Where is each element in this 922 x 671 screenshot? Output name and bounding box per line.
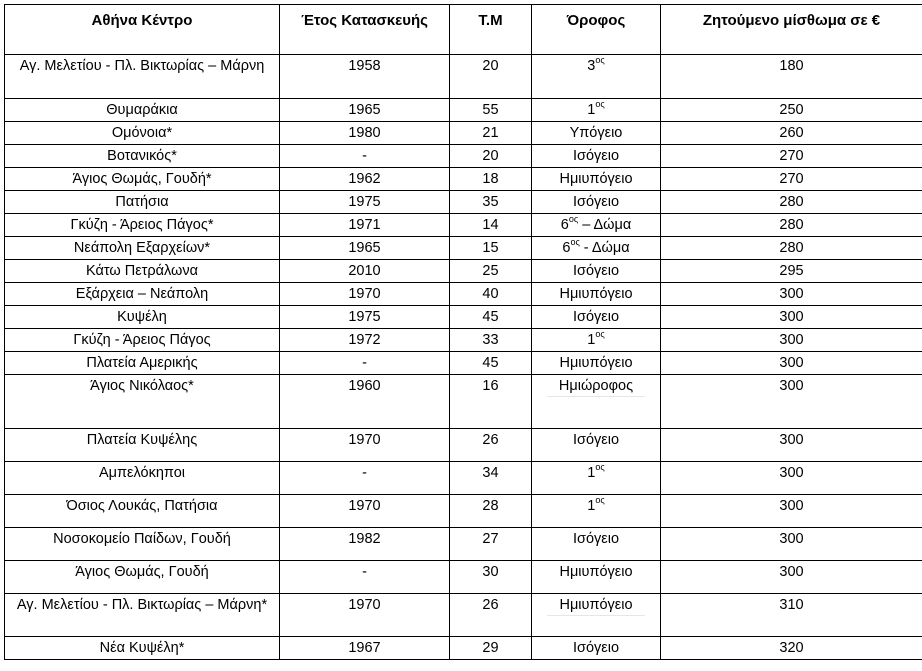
cell-area: Νέα Κυψέλη* — [5, 637, 280, 660]
cell-floor — [532, 375, 661, 429]
table-row — [5, 283, 922, 306]
table-row — [5, 145, 922, 168]
cell-area: Άγιος Θωμάς, Γουδή — [5, 561, 280, 594]
cell-area: Εξάρχεια – Νεάπολη — [5, 283, 280, 306]
cell-floor — [532, 122, 661, 145]
cell-area: Αγ. Μελετίου - Πλ. Βικτωρίας – Μάρνη* — [5, 594, 280, 637]
table-row — [5, 637, 922, 660]
cell-sqm: 27 — [450, 528, 532, 561]
cell-area: Γκύζη - Άρειος Πάγος* — [5, 214, 280, 237]
cell-area: Άγιος Νικόλαος* — [5, 375, 280, 429]
cell-floor — [532, 594, 661, 637]
floor-extra: – Δώμα — [578, 217, 632, 233]
header-rent: Ζητούμενο μίσθωμα σε € — [661, 5, 922, 55]
floor-value — [573, 308, 619, 327]
floor-text: Ημιυπόγειο — [559, 355, 633, 371]
floor-value — [573, 262, 619, 281]
cell-year: 1960 — [280, 375, 450, 429]
cell-sqm: 40 — [450, 283, 532, 306]
cell-year: 1970 — [280, 283, 450, 306]
cell-area: Νοσοκομείο Παίδων, Γουδή — [5, 528, 280, 561]
cell-rent: 280 — [661, 237, 922, 260]
cell-year: 1971 — [280, 214, 450, 237]
header-floor: Όροφος — [532, 5, 661, 55]
floor-value — [561, 216, 632, 235]
cell-floor — [532, 561, 661, 594]
table-row — [5, 260, 922, 283]
table-row — [5, 495, 922, 528]
table-row — [5, 462, 922, 495]
table-row — [5, 528, 922, 561]
floor-value — [570, 124, 623, 143]
cell-year: 1972 — [280, 329, 450, 352]
floor-ordinal-suffix: ος — [568, 214, 579, 225]
floor-value — [573, 431, 619, 450]
cell-floor — [532, 214, 661, 237]
floor-text: Ισόγειο — [572, 531, 620, 547]
cell-sqm: 25 — [450, 260, 532, 283]
cell-sqm: 26 — [450, 594, 532, 637]
cell-sqm: 18 — [450, 168, 532, 191]
cell-floor — [532, 145, 661, 168]
cell-year: 1970 — [280, 495, 450, 528]
floor-text: 1 — [587, 102, 596, 118]
floor-text: Ημιυπόγειο — [559, 286, 633, 302]
cell-rent: 300 — [661, 462, 922, 495]
cell-floor — [532, 55, 661, 99]
table-row — [5, 329, 922, 352]
floor-text: Ημιυπόγειο — [559, 171, 633, 187]
cell-rent: 320 — [661, 637, 922, 660]
cell-year: 1962 — [280, 168, 450, 191]
cell-rent: 300 — [661, 528, 922, 561]
header-sqm: Τ.Μ — [450, 5, 532, 55]
cell-floor — [532, 99, 661, 122]
cell-sqm: 16 — [450, 375, 532, 429]
cell-year: - — [280, 352, 450, 375]
cell-sqm: 28 — [450, 495, 532, 528]
cell-sqm: 30 — [450, 561, 532, 594]
floor-ordinal-suffix: ος — [570, 237, 580, 248]
faint-divider — [547, 615, 644, 616]
cell-floor — [532, 637, 661, 660]
floor-text: 3 — [587, 58, 596, 74]
table-row — [5, 99, 922, 122]
floor-text: 1 — [587, 498, 596, 514]
floor-text: Ισόγειο — [572, 640, 620, 656]
floor-ordinal-suffix: ος — [595, 495, 605, 506]
floor-value — [573, 193, 619, 212]
cell-rent: 300 — [661, 495, 922, 528]
cell-floor — [532, 528, 661, 561]
floor-value — [559, 563, 632, 582]
cell-rent: 180 — [661, 55, 922, 99]
floor-text: Υπόγειο — [569, 125, 623, 141]
cell-year: 1967 — [280, 637, 450, 660]
header-row — [5, 5, 922, 55]
cell-floor — [532, 191, 661, 214]
table-row — [5, 237, 922, 260]
cell-area: Αγ. Μελετίου - Πλ. Βικτωρίας – Μάρνη — [5, 55, 280, 99]
floor-text: 6 — [562, 240, 571, 256]
cell-sqm: 21 — [450, 122, 532, 145]
cell-sqm: 29 — [450, 637, 532, 660]
cell-area: Κυψέλη — [5, 306, 280, 329]
floor-text: Ημιώροφος — [558, 378, 634, 394]
floor-ordinal-suffix: ος — [595, 55, 605, 66]
floor-value — [587, 331, 604, 350]
cell-floor — [532, 495, 661, 528]
table-row — [5, 375, 922, 429]
cell-rent: 300 — [661, 352, 922, 375]
cell-rent: 280 — [661, 191, 922, 214]
cell-sqm: 55 — [450, 99, 532, 122]
cell-sqm: 35 — [450, 191, 532, 214]
cell-year: 1958 — [280, 55, 450, 99]
floor-value — [587, 57, 604, 76]
floor-value — [587, 464, 604, 483]
cell-area: Όσιος Λουκάς, Πατήσια — [5, 495, 280, 528]
cell-rent: 270 — [661, 145, 922, 168]
cell-year: - — [280, 462, 450, 495]
floor-text: Ημιυπόγειο — [559, 564, 633, 580]
cell-floor — [532, 283, 661, 306]
cell-year: 2010 — [280, 260, 450, 283]
cell-sqm: 45 — [450, 306, 532, 329]
cell-sqm: 33 — [450, 329, 532, 352]
cell-rent: 300 — [661, 561, 922, 594]
table-row — [5, 191, 922, 214]
table-row — [5, 306, 922, 329]
table-row — [5, 429, 922, 462]
cell-area: Νεάπολη Εξαρχείων* — [5, 237, 280, 260]
cell-area: Γκύζη - Άρειος Πάγος — [5, 329, 280, 352]
floor-value — [587, 101, 604, 120]
table-row — [5, 594, 922, 637]
floor-text: 1 — [587, 332, 596, 348]
cell-area: Βοτανικός* — [5, 145, 280, 168]
floor-ordinal-suffix: ος — [595, 329, 605, 340]
cell-area: Αμπελόκηποι — [5, 462, 280, 495]
table-row — [5, 352, 922, 375]
floor-value — [559, 377, 633, 397]
header-year: Έτος Κατασκευής — [280, 5, 450, 55]
cell-floor — [532, 306, 661, 329]
cell-floor — [532, 260, 661, 283]
cell-year: 1975 — [280, 306, 450, 329]
cell-rent: 250 — [661, 99, 922, 122]
cell-floor — [532, 329, 661, 352]
floor-value — [559, 354, 632, 373]
cell-floor — [532, 462, 661, 495]
cell-floor — [532, 429, 661, 462]
floor-ordinal-suffix: ος — [595, 99, 605, 110]
cell-rent: 300 — [661, 329, 922, 352]
cell-area: Ομόνοια* — [5, 122, 280, 145]
floor-value — [573, 530, 619, 549]
cell-sqm: 14 — [450, 214, 532, 237]
floor-text: Ισόγειο — [572, 148, 620, 164]
cell-area: Άγιος Θωμάς, Γουδή* — [5, 168, 280, 191]
cell-rent: 300 — [661, 429, 922, 462]
cell-floor — [532, 168, 661, 191]
cell-sqm: 20 — [450, 145, 532, 168]
cell-year: 1980 — [280, 122, 450, 145]
floor-value — [559, 285, 632, 304]
table-row — [5, 55, 922, 99]
faint-divider — [547, 396, 645, 397]
cell-sqm: 26 — [450, 429, 532, 462]
cell-year: 1965 — [280, 237, 450, 260]
floor-text: Ισόγειο — [572, 263, 620, 279]
cell-year: - — [280, 561, 450, 594]
cell-rent: 270 — [661, 168, 922, 191]
cell-rent: 295 — [661, 260, 922, 283]
cell-rent: 300 — [661, 375, 922, 429]
table-body — [5, 55, 922, 660]
floor-value — [559, 170, 632, 189]
cell-area: Πατήσια — [5, 191, 280, 214]
floor-text: Ισόγειο — [572, 309, 620, 325]
floor-value — [573, 639, 619, 658]
cell-rent: 260 — [661, 122, 922, 145]
cell-year: 1970 — [280, 429, 450, 462]
cell-year: 1975 — [280, 191, 450, 214]
cell-rent: 310 — [661, 594, 922, 637]
cell-year: 1982 — [280, 528, 450, 561]
cell-year: - — [280, 145, 450, 168]
cell-year: 1965 — [280, 99, 450, 122]
cell-rent: 280 — [661, 214, 922, 237]
floor-text: 1 — [587, 465, 596, 481]
floor-value — [559, 596, 632, 616]
cell-sqm: 45 — [450, 352, 532, 375]
cell-area: Πλατεία Αμερικής — [5, 352, 280, 375]
table-row — [5, 168, 922, 191]
cell-area: Κάτω Πετράλωνα — [5, 260, 280, 283]
cell-area: Πλατεία Κυψέλης — [5, 429, 280, 462]
cell-area: Θυμαράκια — [5, 99, 280, 122]
floor-value — [573, 147, 619, 166]
floor-value — [562, 239, 629, 258]
table-row — [5, 214, 922, 237]
cell-sqm: 15 — [450, 237, 532, 260]
floor-text: 6 — [560, 217, 569, 233]
rent-listings-table — [4, 4, 922, 660]
floor-extra: - Δώμα — [579, 240, 630, 256]
floor-ordinal-suffix: ος — [595, 462, 605, 473]
cell-sqm: 34 — [450, 462, 532, 495]
cell-rent: 300 — [661, 306, 922, 329]
floor-text: Ισόγειο — [572, 194, 620, 210]
table-row — [5, 561, 922, 594]
cell-year: 1970 — [280, 594, 450, 637]
cell-rent: 300 — [661, 283, 922, 306]
floor-text: Ισόγειο — [572, 432, 620, 448]
header-area: Αθήνα Κέντρο — [5, 5, 280, 55]
floor-text: Ημιυπόγειο — [559, 597, 633, 613]
floor-value — [587, 497, 604, 516]
cell-floor — [532, 237, 661, 260]
table-row — [5, 122, 922, 145]
cell-sqm: 20 — [450, 55, 532, 99]
cell-floor — [532, 352, 661, 375]
